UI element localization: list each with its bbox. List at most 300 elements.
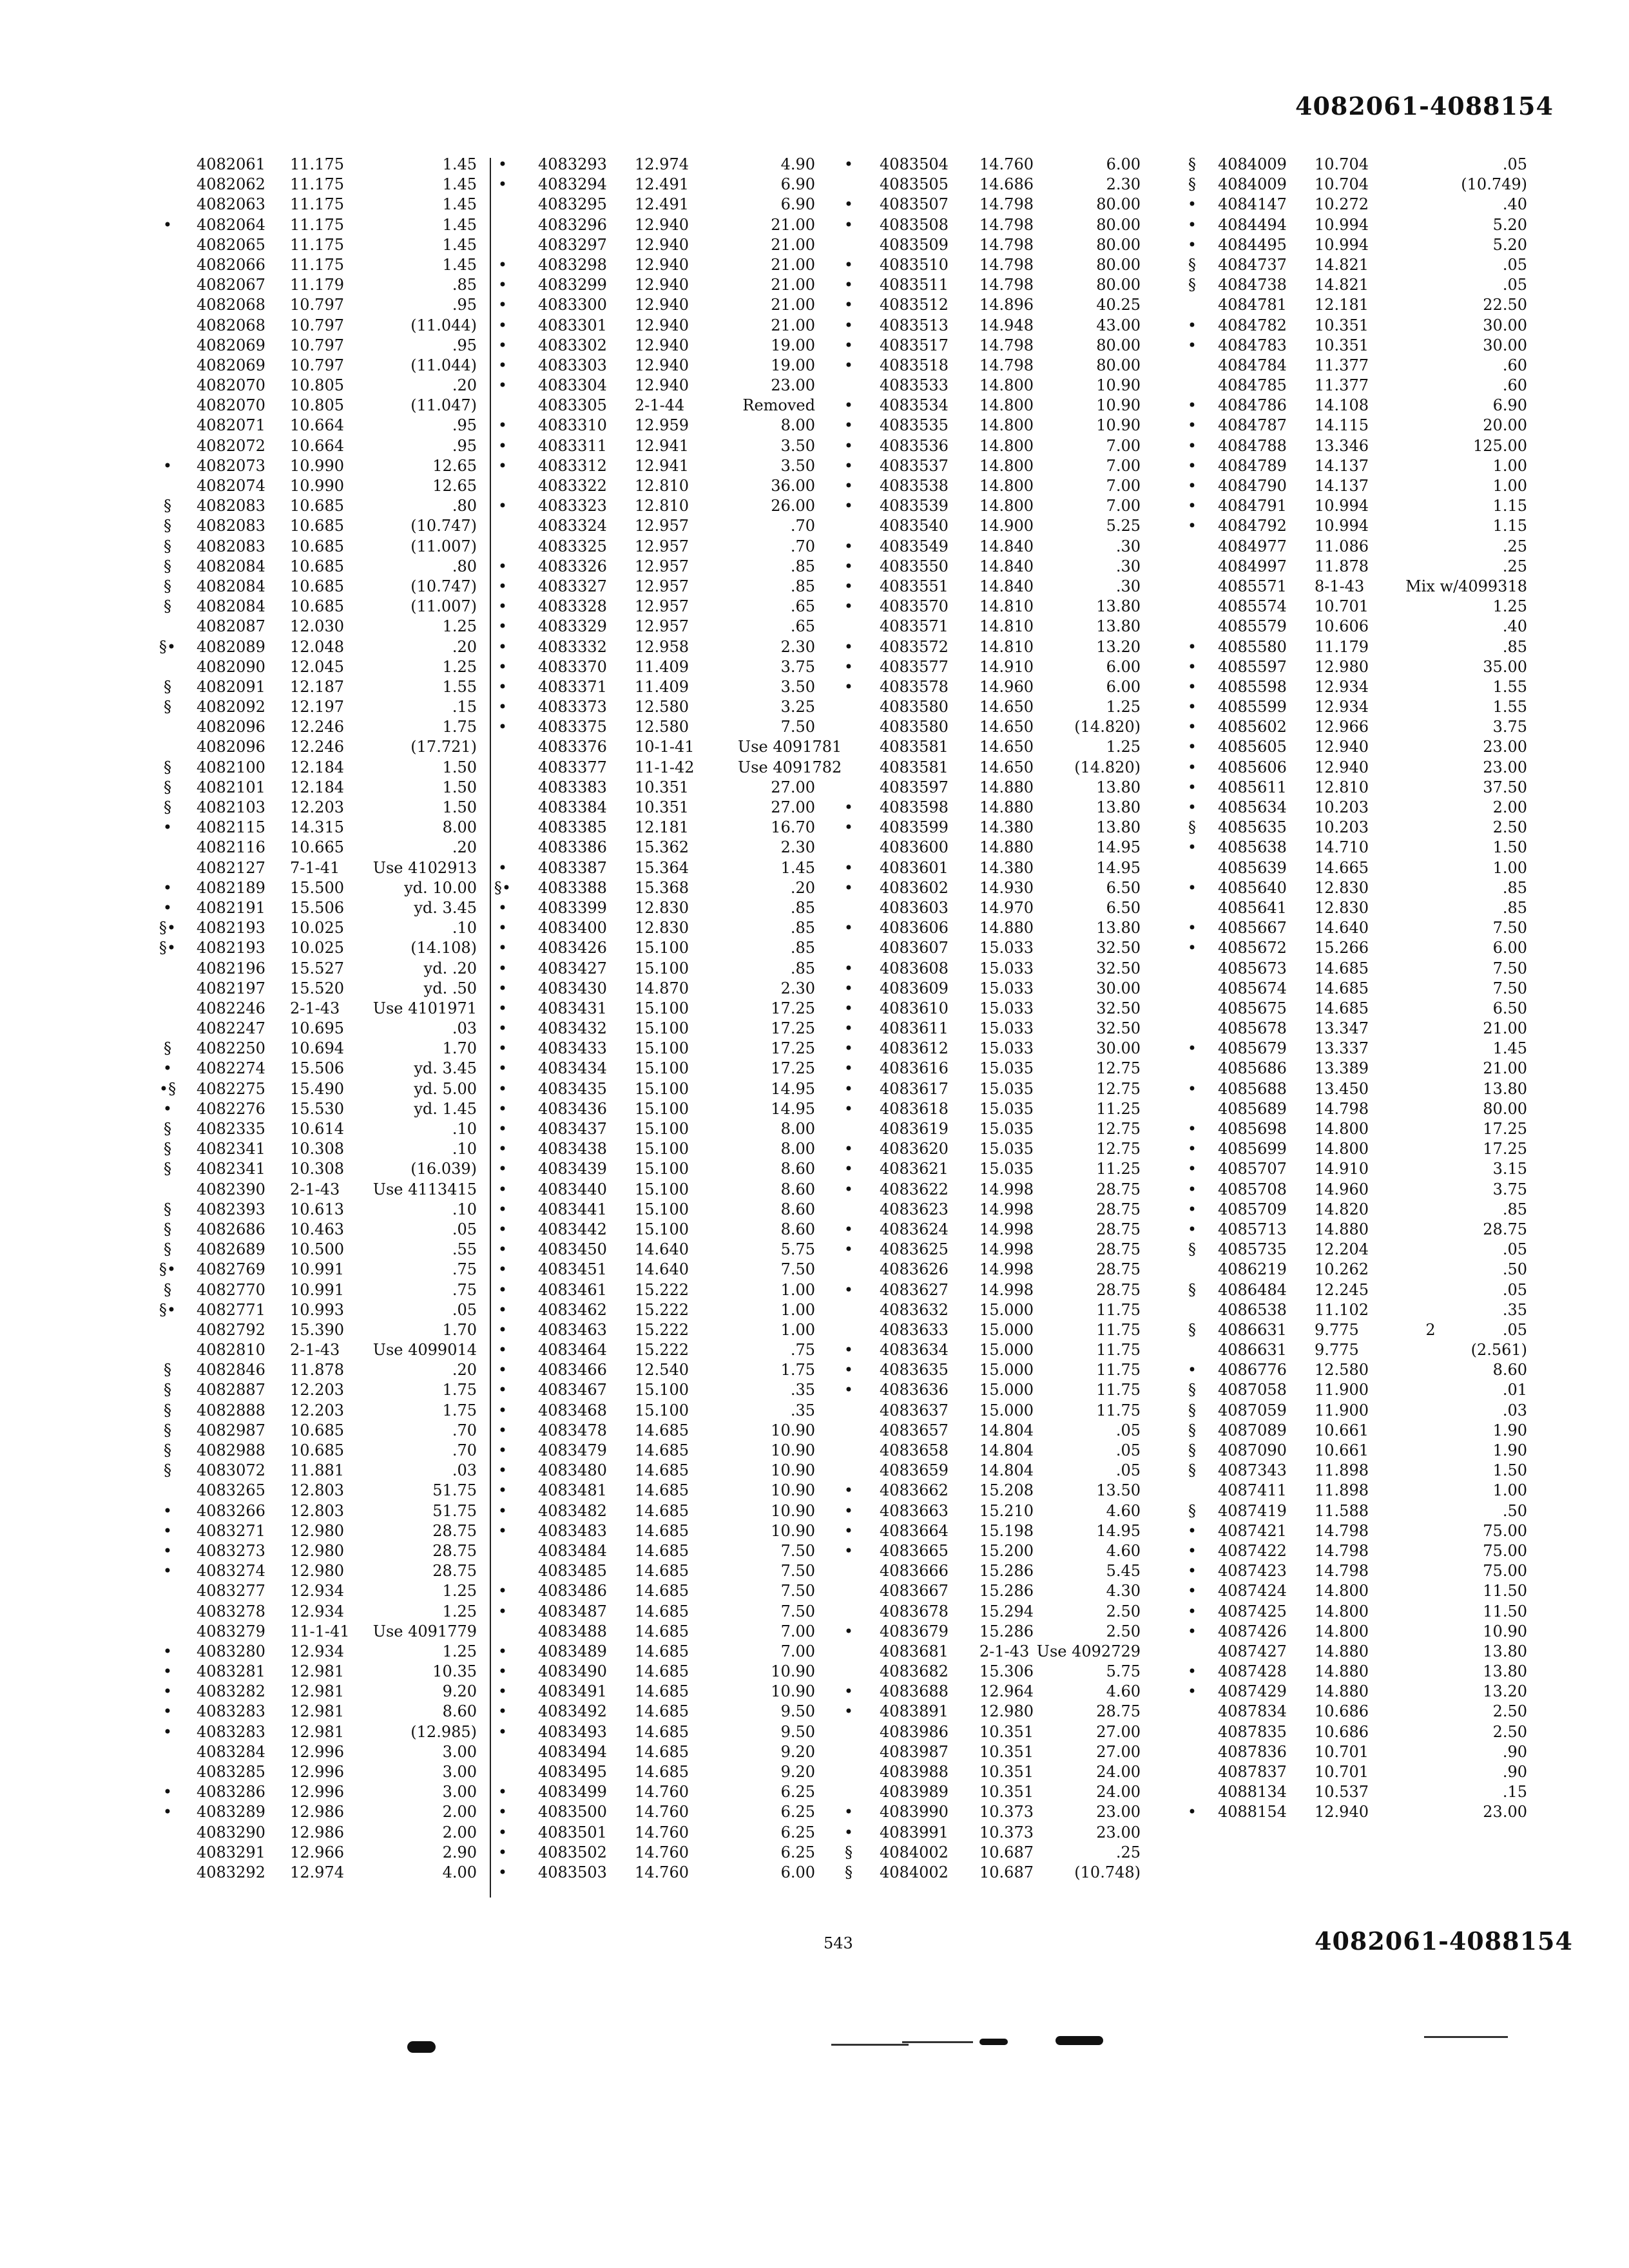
table-row xyxy=(741,436,1147,456)
table-row xyxy=(741,175,1147,195)
rate-or-date: 12.197 xyxy=(290,698,344,716)
row-marker: § xyxy=(164,1280,171,1299)
price-value: .10 xyxy=(452,919,477,937)
table-row xyxy=(155,577,503,597)
part-number: 4083284 xyxy=(197,1742,265,1761)
row-marker: • xyxy=(843,1622,854,1640)
table-row xyxy=(741,657,1147,677)
rate-or-date: 10.500 xyxy=(290,1240,344,1259)
table-row xyxy=(1182,336,1530,356)
row-marker: • xyxy=(162,1783,173,1802)
price-value: 27.00 xyxy=(771,798,815,816)
rate-or-date: 10.351 xyxy=(979,1763,1034,1781)
rate-or-date: 13.389 xyxy=(1315,1059,1369,1078)
row-marker: • xyxy=(497,1642,508,1660)
part-number: 4083440 xyxy=(538,1180,607,1198)
rate-or-date: 11.898 xyxy=(1315,1481,1369,1500)
table-row xyxy=(741,1541,1147,1561)
rate-or-date: 14.804 xyxy=(979,1441,1034,1459)
rate-or-date: 15.286 xyxy=(979,1582,1034,1600)
row-marker: § xyxy=(1188,1501,1196,1520)
rate-or-date: 10.797 xyxy=(290,356,344,374)
rate-or-date: 14.650 xyxy=(979,738,1034,756)
part-number: 4083572 xyxy=(880,637,949,656)
part-number: 4087835 xyxy=(1218,1722,1287,1741)
price-value: .80 xyxy=(452,497,477,515)
row-marker: • xyxy=(843,557,854,575)
rate-or-date: 12.980 xyxy=(290,1521,344,1540)
row-marker: §• xyxy=(494,878,512,897)
row-marker: • xyxy=(1187,657,1197,676)
table-row xyxy=(1182,1541,1530,1561)
table-row xyxy=(741,979,1147,999)
row-marker: §• xyxy=(159,939,177,957)
price-value: .20 xyxy=(452,376,477,395)
rate-or-date: 15.035 xyxy=(979,1079,1034,1098)
rate-or-date: 11.175 xyxy=(290,235,344,254)
price-value: 28.75 xyxy=(432,1521,477,1540)
table-row xyxy=(741,878,1147,898)
price-value: 22.50 xyxy=(1483,296,1527,314)
table-row xyxy=(741,416,1147,436)
price-value: 1.00 xyxy=(1492,477,1527,495)
row-marker: • xyxy=(1187,1602,1197,1620)
row-marker: • xyxy=(843,677,854,696)
part-number: 4083616 xyxy=(880,1059,949,1078)
table-row xyxy=(1182,557,1530,577)
part-number: 4083538 xyxy=(880,477,949,495)
part-number: 4082769 xyxy=(197,1260,265,1279)
price-value: .85 xyxy=(1502,878,1527,897)
table-row xyxy=(1182,516,1530,536)
price-value: .05 xyxy=(1502,276,1527,294)
rate-or-date: 14.137 xyxy=(1315,477,1369,495)
price-value: 6.00 xyxy=(1492,939,1527,957)
rate-or-date: 15.100 xyxy=(635,1099,689,1118)
table-row xyxy=(741,1200,1147,1220)
part-number: 4083578 xyxy=(880,677,949,696)
rate-or-date: 10.990 xyxy=(290,456,344,475)
part-number: 4082341 xyxy=(197,1160,265,1178)
table-row xyxy=(155,1461,503,1481)
part-number: 4083620 xyxy=(880,1140,949,1158)
rate-or-date: 15.000 xyxy=(979,1341,1034,1360)
row-marker: § xyxy=(164,1240,171,1259)
price-value: 13.80 xyxy=(1096,818,1141,837)
rate-or-date: 14.380 xyxy=(979,818,1034,837)
row-marker: • xyxy=(843,1702,854,1721)
row-marker: • xyxy=(497,1220,508,1238)
row-marker: • xyxy=(1187,939,1197,957)
row-marker: • xyxy=(162,818,173,837)
rate-or-date: 14.760 xyxy=(635,1803,689,1821)
row-marker: • xyxy=(843,597,854,616)
row-marker: • xyxy=(1187,456,1197,475)
part-number: 4083581 xyxy=(880,758,949,776)
price-value: 6.00 xyxy=(1106,657,1141,676)
part-number: 4082087 xyxy=(197,617,265,636)
rate-or-date: 12.810 xyxy=(1315,778,1369,796)
rate-or-date: 12.941 xyxy=(635,456,689,475)
rate-or-date: 14.880 xyxy=(1315,1642,1369,1660)
table-row xyxy=(155,1300,503,1320)
part-number: 4082115 xyxy=(197,818,265,837)
price-value: .10 xyxy=(452,1140,477,1158)
table-row xyxy=(741,938,1147,958)
part-number: 4082061 xyxy=(197,155,265,173)
table-row xyxy=(741,1220,1147,1240)
part-number: 4082810 xyxy=(197,1341,265,1360)
part-number: 4083512 xyxy=(880,296,949,314)
rate-or-date: 12.184 xyxy=(290,778,344,796)
row-marker: • xyxy=(497,637,508,656)
table-row xyxy=(741,1823,1147,1843)
part-number: 4083599 xyxy=(880,818,949,837)
table-row xyxy=(741,1461,1147,1481)
row-marker: • xyxy=(497,1320,508,1339)
rate-or-date: 12.934 xyxy=(1315,677,1369,696)
table-row xyxy=(155,275,503,295)
price-value: .03 xyxy=(452,1019,477,1038)
row-marker: • xyxy=(1187,1361,1197,1379)
part-number: 4082686 xyxy=(197,1220,265,1238)
part-number: 4082193 xyxy=(197,939,265,957)
row-marker: • xyxy=(1187,1622,1197,1640)
price-value: 6.90 xyxy=(780,175,815,194)
rate-or-date: 14.108 xyxy=(1315,396,1369,415)
rate-or-date: 12.957 xyxy=(635,537,689,555)
rate-or-date: 11.377 xyxy=(1315,356,1369,374)
table-row xyxy=(155,1019,503,1039)
row-marker: • xyxy=(843,537,854,555)
page-range-footer: 4082061-4088154 xyxy=(1315,1927,1573,1956)
price-value: 13.80 xyxy=(1096,617,1141,636)
price-value: .55 xyxy=(452,1240,477,1259)
part-number: 4083581 xyxy=(880,738,949,756)
price-value: .03 xyxy=(1502,1401,1527,1419)
price-value: 6.00 xyxy=(1106,155,1141,173)
rate-or-date: 12.940 xyxy=(635,296,689,314)
rate-or-date: 10.685 xyxy=(290,1421,344,1439)
row-marker: • xyxy=(497,1823,508,1841)
part-number: 4085675 xyxy=(1218,999,1287,1017)
rate-or-date: 14.685 xyxy=(635,1662,689,1681)
row-marker: • xyxy=(843,1079,854,1098)
price-value: 19.00 xyxy=(771,356,815,374)
part-number: 4083488 xyxy=(538,1622,607,1640)
part-number: 4083511 xyxy=(880,276,949,294)
price-value: 75.00 xyxy=(1483,1521,1527,1540)
part-number: 4083327 xyxy=(538,577,607,595)
table-row xyxy=(1182,1421,1530,1441)
row-marker: • xyxy=(843,1140,854,1158)
rate-or-date: 14.880 xyxy=(1315,1682,1369,1701)
part-number: 4087343 xyxy=(1218,1461,1287,1480)
part-number: 4083624 xyxy=(880,1220,949,1238)
part-number: 4082390 xyxy=(197,1180,265,1198)
part-number: 4082887 xyxy=(197,1381,265,1399)
row-marker: • xyxy=(497,1300,508,1319)
part-number: 4083509 xyxy=(880,235,949,254)
row-marker: § xyxy=(845,1843,853,1861)
part-number: 4083551 xyxy=(880,577,949,595)
part-number: 4083486 xyxy=(538,1582,607,1600)
row-marker: • xyxy=(1187,1180,1197,1198)
rate-or-date: 9.775 xyxy=(1315,1320,1359,1339)
table-row xyxy=(155,798,503,818)
rate-or-date: 12.187 xyxy=(290,677,344,696)
part-number: 4083300 xyxy=(538,296,607,314)
rate-or-date: 10-1-41 xyxy=(635,738,695,756)
rate-or-date: 15.222 xyxy=(635,1300,689,1319)
part-number: 4088154 xyxy=(1218,1803,1287,1821)
price-value: .85 xyxy=(790,577,815,595)
table-row xyxy=(155,677,503,697)
rate-or-date: 14.760 xyxy=(635,1843,689,1861)
row-marker: § xyxy=(164,597,171,616)
part-number: 4083504 xyxy=(880,155,949,173)
part-number: 4083571 xyxy=(880,617,949,636)
part-number: 4083324 xyxy=(538,517,607,535)
table-row xyxy=(155,235,503,255)
table-row xyxy=(155,1662,503,1682)
part-number: 4083549 xyxy=(880,537,949,555)
part-number: 4083302 xyxy=(538,336,607,354)
part-number: 4086538 xyxy=(1218,1300,1287,1319)
price-value: .85 xyxy=(1502,637,1527,656)
price-value: 27.00 xyxy=(771,778,815,796)
part-number: 4087427 xyxy=(1218,1642,1287,1660)
rate-or-date: 11.588 xyxy=(1315,1501,1369,1520)
table-row xyxy=(155,597,503,617)
table-row xyxy=(741,1702,1147,1722)
table-row xyxy=(155,1602,503,1622)
row-marker: • xyxy=(843,215,854,234)
rate-or-date: 14.650 xyxy=(979,698,1034,716)
rate-or-date: 15.100 xyxy=(635,1059,689,1078)
part-number: 4085639 xyxy=(1218,858,1287,877)
part-number: 4087090 xyxy=(1218,1441,1287,1459)
part-number: 4083501 xyxy=(538,1823,607,1841)
table-row xyxy=(1182,1602,1530,1622)
part-number: 4083325 xyxy=(538,537,607,555)
price-value: 28.75 xyxy=(432,1562,477,1581)
table-row xyxy=(741,195,1147,215)
price-value: 6.90 xyxy=(1492,396,1527,415)
rate-or-date: 14.798 xyxy=(1315,1521,1369,1540)
row-marker: • xyxy=(497,1260,508,1279)
row-marker: • xyxy=(843,1682,854,1701)
part-number: 4085686 xyxy=(1218,1059,1287,1078)
rate-or-date: 15.100 xyxy=(635,1140,689,1158)
part-number: 4083986 xyxy=(880,1722,949,1741)
price-value: 11.75 xyxy=(1096,1401,1141,1419)
rate-or-date: 14.798 xyxy=(1315,1099,1369,1118)
price-value: 80.00 xyxy=(1096,255,1141,274)
table-row xyxy=(741,1139,1147,1159)
table-row xyxy=(1182,1742,1530,1762)
part-number: 4082100 xyxy=(197,758,265,776)
part-number: 4085673 xyxy=(1218,959,1287,977)
price-value: .30 xyxy=(1115,577,1141,595)
part-number: 4083679 xyxy=(880,1622,949,1640)
part-number: 4082988 xyxy=(197,1441,265,1459)
table-row xyxy=(741,356,1147,376)
table-row xyxy=(1182,255,1530,275)
price-value: 3.50 xyxy=(780,456,815,475)
row-marker: § xyxy=(164,517,171,535)
price-value: 2.90 xyxy=(442,1843,477,1861)
price-value: 10.90 xyxy=(771,1481,815,1500)
rate-or-date: 12.491 xyxy=(635,195,689,214)
rate-or-date: 10.262 xyxy=(1315,1260,1369,1279)
part-number: 4082083 xyxy=(197,497,265,515)
row-marker: • xyxy=(497,1341,508,1360)
price-value: .20 xyxy=(452,637,477,656)
rate-or-date: 12.940 xyxy=(635,255,689,274)
part-number: 4083376 xyxy=(538,738,607,756)
row-marker: • xyxy=(497,436,508,455)
part-number: 4082074 xyxy=(197,477,265,495)
price-value: 80.00 xyxy=(1096,215,1141,234)
table-row xyxy=(741,637,1147,657)
price-value: 1.00 xyxy=(780,1300,815,1319)
price-value: 10.90 xyxy=(771,1461,815,1480)
price-value: .05 xyxy=(1502,1320,1527,1339)
row-marker: § xyxy=(164,537,171,555)
part-number: 4083467 xyxy=(538,1381,607,1399)
part-number: 4083328 xyxy=(538,597,607,616)
rate-or-date: 12.810 xyxy=(635,477,689,495)
rate-or-date: 12.048 xyxy=(290,637,344,656)
price-value: 8.60 xyxy=(1492,1361,1527,1379)
price-value: .60 xyxy=(1502,376,1527,395)
rate-or-date: 12.980 xyxy=(290,1541,344,1560)
row-marker: • xyxy=(162,1722,173,1741)
row-marker: • xyxy=(1187,517,1197,535)
table-row xyxy=(155,557,503,577)
table-row xyxy=(741,1682,1147,1702)
part-number: 4085699 xyxy=(1218,1140,1287,1158)
row-marker: • xyxy=(162,456,173,475)
table-row xyxy=(1182,1722,1530,1742)
part-number: 4083266 xyxy=(197,1501,265,1520)
price-value: 1.50 xyxy=(1492,1461,1527,1480)
rate-or-date: 10.704 xyxy=(1315,155,1369,173)
table-row xyxy=(155,175,503,195)
scan-mark xyxy=(1424,2036,1508,2038)
price-value: 1.25 xyxy=(442,1602,477,1620)
rate-or-date: 15.100 xyxy=(635,1079,689,1098)
table-row xyxy=(1182,1019,1530,1039)
part-number: 4083492 xyxy=(538,1702,607,1721)
part-number: 4082072 xyxy=(197,436,265,455)
part-number: 4083682 xyxy=(880,1662,949,1681)
row-marker: • xyxy=(1187,336,1197,354)
price-value: 1.50 xyxy=(442,778,477,796)
price-value: 19.00 xyxy=(771,336,815,354)
price-value: 12.65 xyxy=(432,477,477,495)
price-value: 6.25 xyxy=(780,1843,815,1861)
price-value: .10 xyxy=(452,1120,477,1138)
table-row xyxy=(155,316,503,336)
row-marker: • xyxy=(497,456,508,475)
table-row xyxy=(155,255,503,275)
row-marker: § xyxy=(164,497,171,515)
rate-or-date: 11.878 xyxy=(1315,557,1369,575)
price-value: 5.20 xyxy=(1492,215,1527,234)
part-number: 4083681 xyxy=(880,1642,949,1660)
part-number: 4084789 xyxy=(1218,456,1287,475)
part-number: 4083371 xyxy=(538,677,607,696)
rate-or-date: 14.804 xyxy=(979,1461,1034,1480)
price-value: Use 4091781 xyxy=(738,738,842,756)
table-row xyxy=(741,1159,1147,1179)
table-row xyxy=(155,456,503,476)
rate-or-date: 15.100 xyxy=(635,1019,689,1038)
rate-or-date: 14.685 xyxy=(1315,959,1369,977)
part-number: 4083298 xyxy=(538,255,607,274)
price-value: 3.00 xyxy=(442,1763,477,1781)
part-number: 4083623 xyxy=(880,1200,949,1218)
table-row xyxy=(741,476,1147,496)
row-marker: • xyxy=(1187,738,1197,756)
rate-or-date: 15.033 xyxy=(979,939,1034,957)
rate-or-date: 14.798 xyxy=(979,235,1034,254)
table-row xyxy=(1182,1139,1530,1159)
part-number: 4082276 xyxy=(197,1099,265,1118)
rate-or-date: 14.821 xyxy=(1315,276,1369,294)
part-number: 4083990 xyxy=(880,1803,949,1821)
part-number: 4082084 xyxy=(197,597,265,616)
rate-or-date: 10.351 xyxy=(979,1722,1034,1741)
table-row xyxy=(155,1260,503,1280)
part-number: 4083485 xyxy=(538,1562,607,1581)
table-row xyxy=(155,1441,503,1461)
row-marker: § xyxy=(164,557,171,575)
rate-or-date: 10.025 xyxy=(290,919,344,937)
rate-or-date: 10.685 xyxy=(290,517,344,535)
rate-or-date: 11.102 xyxy=(1315,1300,1369,1319)
price-value: 1.45 xyxy=(442,195,477,214)
row-marker: § xyxy=(1188,175,1196,194)
rate-or-date: 14.810 xyxy=(979,617,1034,636)
price-value: 2.50 xyxy=(1106,1602,1141,1620)
rate-or-date: 14.880 xyxy=(979,838,1034,857)
part-number: 4083662 xyxy=(880,1481,949,1500)
part-number: 4083303 xyxy=(538,356,607,374)
rate-or-date: 10.805 xyxy=(290,376,344,395)
row-marker: • xyxy=(1187,1039,1197,1058)
table-row xyxy=(1182,1180,1530,1200)
part-number: 4083483 xyxy=(538,1521,607,1540)
price-value: 12.75 xyxy=(1096,1140,1141,1158)
row-marker: § xyxy=(164,1220,171,1238)
price-value: 8.00 xyxy=(442,818,477,837)
part-number: 4083295 xyxy=(538,195,607,214)
part-number: 4082067 xyxy=(197,276,265,294)
price-value: 80.00 xyxy=(1096,336,1141,354)
table-row xyxy=(741,1581,1147,1601)
row-marker: • xyxy=(497,1803,508,1821)
table-row xyxy=(741,1421,1147,1441)
part-number: 4083606 xyxy=(880,919,949,937)
table-row xyxy=(1182,1481,1530,1501)
price-value: 9.50 xyxy=(780,1702,815,1721)
part-number: 4083513 xyxy=(880,316,949,334)
table-row xyxy=(1182,1802,1530,1822)
price-value: 80.00 xyxy=(1096,276,1141,294)
